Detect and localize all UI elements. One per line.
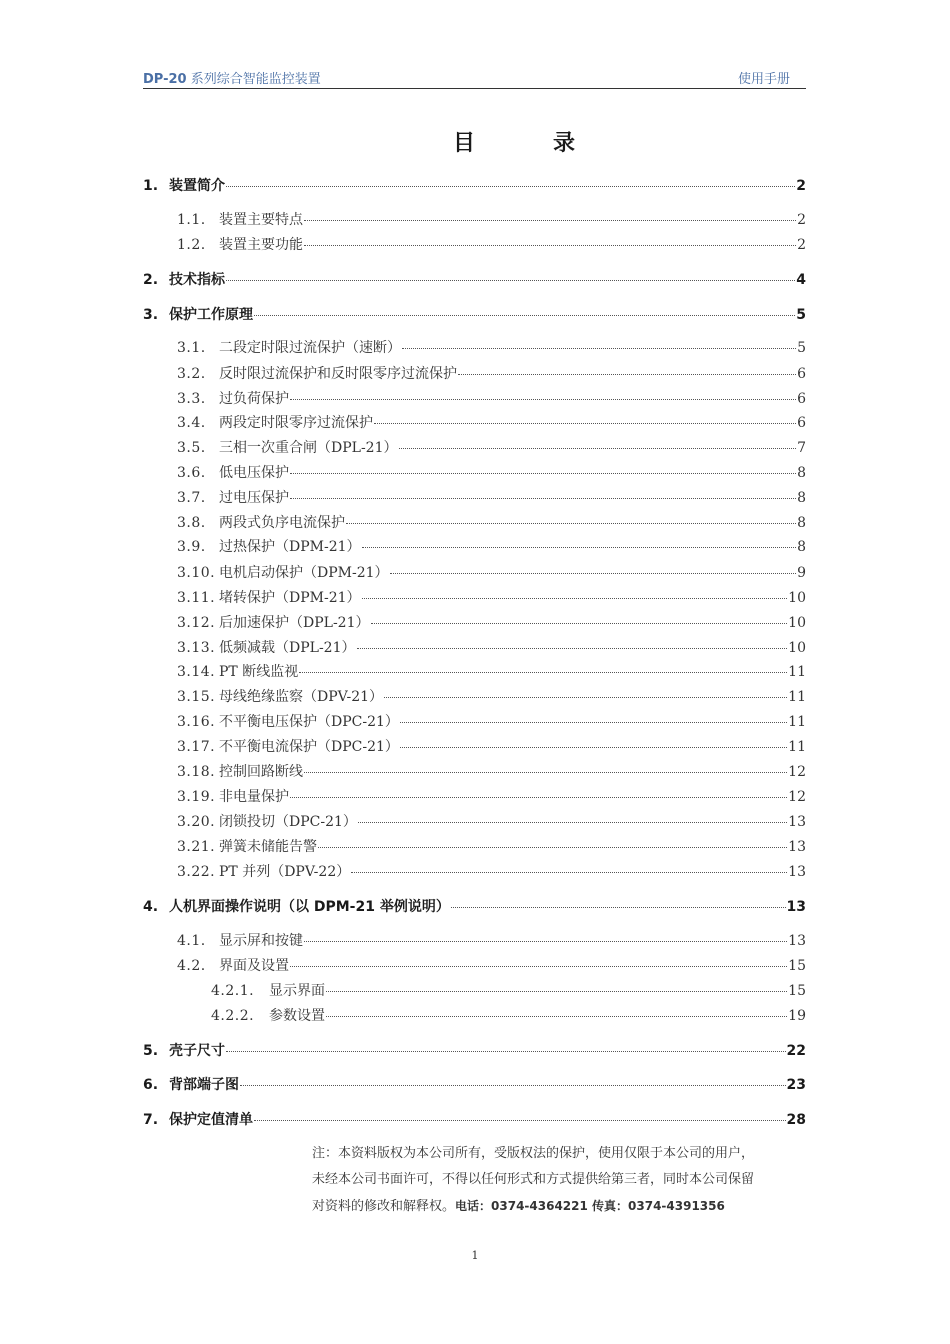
toc-entry-title: 母线绝缘监察（DPV-21）: [219, 689, 384, 705]
toc-dot-leader: [290, 473, 796, 474]
toc-entry-number: 3.9.: [177, 539, 206, 555]
toc-entry-page: 13: [788, 933, 806, 949]
toc-entry-number: 3.2.: [177, 366, 206, 382]
toc-entry-number: 3.: [143, 307, 159, 323]
page-header: [143, 66, 806, 89]
toc-entry-page: 12: [788, 789, 806, 805]
toc-entry-number: 6.: [143, 1077, 159, 1093]
page-number: 1: [471, 1249, 479, 1262]
copyright-note: [312, 1141, 812, 1220]
note-line: 未经本公司书面许可，不得以任何形式和方式提供给第三者，同时本公司保留: [312, 1172, 755, 1187]
toc-entry-number: 3.1.: [177, 340, 206, 356]
toc-entry-page: 6: [797, 366, 806, 382]
toc-entry-title: 非电量保护: [219, 789, 289, 805]
fax-number: 0374-4391356: [628, 1199, 725, 1213]
toc-entry-title: 装置主要特点: [219, 212, 303, 228]
toc-entry-page: 11: [788, 739, 806, 755]
toc-entry-number: 3.3.: [177, 391, 206, 407]
fax-label: 传真：: [592, 1199, 629, 1213]
toc-dot-leader: [374, 423, 796, 424]
toc-entry-title: 两段定时限零序过流保护: [219, 415, 373, 431]
toc-entry-title: 保护定值清单: [169, 1112, 253, 1128]
toc-entry-page: 8: [797, 515, 806, 531]
toc-entry[interactable]: [177, 587, 806, 607]
toc-dot-leader: [299, 672, 787, 673]
toc-dot-leader: [400, 722, 787, 723]
toc-entry-page: 10: [788, 640, 806, 656]
toc-entry-number: 3.13.: [177, 640, 216, 656]
toc-entry-number: 3.14.: [177, 664, 216, 680]
toc-entry-title: 装置简介: [169, 178, 225, 194]
toc-entry[interactable]: [143, 1109, 806, 1129]
toc-entry-number: 1.2.: [177, 237, 206, 253]
toc-entry-page: 10: [788, 590, 806, 606]
toc-dot-leader: [304, 245, 796, 246]
toc-entry-page: 11: [788, 664, 806, 680]
toc-entry-page: 23: [786, 1077, 806, 1093]
toc-dot-leader: [226, 280, 795, 281]
toc-dot-leader: [290, 399, 796, 400]
note-line-contact: 对资料的修改和解释权。电话：0374-4364221 传真：0374-4391356: [312, 1199, 725, 1214]
toc-entry[interactable]: [143, 896, 806, 916]
toc-entry[interactable]: [177, 836, 806, 856]
toc-entry-page: 6: [797, 415, 806, 431]
toc-entry-title: 技术指标: [169, 272, 225, 288]
page-title: 目录: [452, 131, 653, 156]
toc-entry-page: 2: [797, 212, 806, 228]
toc-entry-page: 11: [788, 714, 806, 730]
toc-dot-leader: [351, 872, 787, 873]
toc-entry[interactable]: [177, 562, 806, 582]
toc-entry[interactable]: [177, 955, 806, 975]
toc-dot-leader: [400, 747, 787, 748]
toc-entry-title: 过电压保护: [219, 490, 289, 506]
toc-entry-page: 13: [788, 839, 806, 855]
toc-entry-title: 控制回路断线: [219, 764, 303, 780]
toc-entry-page: 11: [788, 689, 806, 705]
toc-entry-page: 8: [797, 490, 806, 506]
toc-entry-number: 1.: [143, 178, 159, 194]
toc-entry[interactable]: [177, 363, 806, 383]
phone-number: 0374-4364221: [491, 1199, 588, 1213]
toc-entry-page: 6: [797, 391, 806, 407]
toc-entry-title: 过负荷保护: [219, 391, 289, 407]
toc-entry-page: 7: [797, 440, 806, 456]
toc-entry-number: 3.7.: [177, 490, 206, 506]
header-manual-label: 使用手册: [737, 72, 790, 87]
toc-entry-number: 3.19.: [177, 789, 216, 805]
toc-entry-title: 壳子尺寸: [169, 1043, 225, 1059]
toc-dot-leader: [326, 1016, 787, 1017]
toc-entry[interactable]: [177, 637, 806, 657]
toc-dot-leader: [226, 1051, 786, 1052]
toc-entry[interactable]: [177, 861, 806, 881]
toc-dot-leader: [304, 772, 787, 773]
toc-entry[interactable]: [177, 337, 806, 357]
toc-entry-title: 两段式负序电流保护: [219, 515, 345, 531]
toc-entry-title: 堵转保护（DPM-21）: [219, 590, 361, 606]
toc-entry-page: 28: [786, 1112, 806, 1128]
toc-entry-number: 3.4.: [177, 415, 206, 431]
toc-entry[interactable]: [177, 234, 806, 254]
toc-entry-page: 15: [788, 958, 806, 974]
toc-entry-title: 不平衡电流保护（DPC-21）: [219, 739, 399, 755]
toc-entry[interactable]: [177, 462, 806, 482]
toc-entry-page: 8: [797, 539, 806, 555]
toc-entry-page: 5: [796, 307, 806, 323]
toc-entry-title: 不平衡电压保护（DPC-21）: [219, 714, 399, 730]
toc-entry-page: 2: [796, 178, 806, 194]
toc-entry[interactable]: [143, 269, 806, 289]
toc-entry-title: 二段定时限过流保护（速断）: [219, 340, 401, 356]
toc-dot-leader: [254, 315, 795, 316]
toc-entry-number: 4.: [143, 899, 159, 915]
toc-entry[interactable]: [143, 175, 806, 195]
toc-entry-title: 低电压保护: [219, 465, 289, 481]
toc-entry[interactable]: [177, 786, 806, 806]
toc-entry-number: 3.10.: [177, 565, 216, 581]
toc-entry-number: 3.20.: [177, 814, 216, 830]
toc-entry-title: 保护工作原理: [169, 307, 253, 323]
toc-dot-leader: [399, 448, 797, 449]
toc-entry[interactable]: [143, 1074, 806, 1094]
toc-dot-leader: [357, 648, 788, 649]
toc-entry-title: 界面及设置: [219, 958, 289, 974]
toc-entry-title: 后加速保护（DPL-21）: [219, 615, 370, 631]
toc-entry[interactable]: [177, 811, 806, 831]
toc-entry-title: 背部端子图: [169, 1077, 239, 1093]
toc-entry-number: 3.11.: [177, 590, 216, 606]
toc-dot-leader: [362, 547, 797, 548]
toc-entry-number: 4.2.: [177, 958, 206, 974]
toc-dot-leader: [326, 991, 787, 992]
toc-entry[interactable]: [177, 487, 806, 507]
toc-entry[interactable]: [177, 412, 806, 432]
toc-dot-leader: [358, 822, 787, 823]
toc-entry-page: 15: [788, 983, 806, 999]
toc-entry[interactable]: [177, 437, 806, 457]
toc-entry-title: 电机启动保护（DPM-21）: [219, 565, 389, 581]
toc-entry[interactable]: [211, 980, 806, 1000]
toc-entry-number: 4.2.1.: [211, 983, 255, 999]
toc-dot-leader: [304, 941, 787, 942]
toc-dot-leader: [254, 1120, 786, 1121]
toc-entry-page: 5: [797, 340, 806, 356]
toc-entry-title: PT 并列（DPV-22）: [219, 864, 351, 880]
toc-dot-leader: [384, 697, 787, 698]
toc-dot-leader: [362, 598, 788, 599]
toc-entry-title: 显示屏和按键: [219, 933, 303, 949]
toc-entry[interactable]: [177, 930, 806, 950]
toc-entry[interactable]: [177, 512, 806, 532]
toc-entry-title: 装置主要功能: [219, 237, 303, 253]
toc-entry-page: 12: [788, 764, 806, 780]
toc-entry-page: 4: [796, 272, 806, 288]
toc-entry-number: 3.6.: [177, 465, 206, 481]
toc-entry-number: 3.22.: [177, 864, 216, 880]
toc-entry-page: 22: [786, 1043, 806, 1059]
toc-entry[interactable]: [177, 536, 806, 556]
toc-entry[interactable]: [177, 736, 806, 756]
toc-dot-leader: [451, 907, 786, 908]
toc-entry-number: 5.: [143, 1043, 159, 1059]
toc-entry-title: PT 断线监视: [219, 664, 299, 680]
toc-entry[interactable]: [143, 1040, 806, 1060]
toc-entry[interactable]: [177, 388, 806, 408]
toc-dot-leader: [226, 186, 795, 187]
toc-entry-number: 3.21.: [177, 839, 216, 855]
toc-entry-number: 3.5.: [177, 440, 206, 456]
toc-dot-leader: [290, 966, 787, 967]
toc-dot-leader: [458, 374, 796, 375]
toc-dot-leader: [318, 847, 787, 848]
toc-dot-leader: [390, 573, 797, 574]
phone-label: 电话：: [455, 1199, 492, 1213]
toc-entry-title: 人机界面操作说明（以 DPM-21 举例说明）: [169, 899, 450, 915]
toc-entry-page: 2: [797, 237, 806, 253]
toc-entry-title: 参数设置: [269, 1008, 325, 1024]
toc-entry[interactable]: [143, 304, 806, 324]
toc-entry-title: 显示界面: [269, 983, 325, 999]
toc-entry-title: 弹簧未储能告警: [219, 839, 317, 855]
toc-entry-title: 低频减载（DPL-21）: [219, 640, 356, 656]
toc-dot-leader: [371, 623, 788, 624]
note-line: 注：本资料版权为本公司所有，受版权法的保护，使用仅限于本公司的用户，: [312, 1146, 755, 1161]
toc-entry-title: 闭锁投切（DPC-21）: [219, 814, 357, 830]
toc-dot-leader: [304, 220, 796, 221]
header-series-name: 系列综合智能监控装置: [186, 72, 321, 87]
toc-entry-page: 13: [788, 864, 806, 880]
toc-entry[interactable]: [177, 686, 806, 706]
toc-entry-number: 3.12.: [177, 615, 216, 631]
toc-dot-leader: [290, 498, 796, 499]
toc-entry-title: 三相一次重合闸（DPL-21）: [219, 440, 398, 456]
toc-entry[interactable]: [177, 209, 806, 229]
toc-dot-leader: [402, 348, 796, 349]
toc-entry-number: 1.1.: [177, 212, 206, 228]
toc-entry[interactable]: [177, 661, 806, 681]
toc-entry-number: 2.: [143, 272, 159, 288]
toc-dot-leader: [290, 797, 787, 798]
toc-dot-leader: [346, 523, 796, 524]
toc-entry[interactable]: [177, 761, 806, 781]
toc-entry[interactable]: [211, 1005, 806, 1025]
toc-entry-number: 3.8.: [177, 515, 206, 531]
toc-entry[interactable]: [177, 711, 806, 731]
toc-entry-page: 13: [786, 899, 806, 915]
toc-entry-page: 9: [797, 565, 806, 581]
toc-entry-title: 过热保护（DPM-21）: [219, 539, 361, 555]
toc-entry-number: 3.18.: [177, 764, 216, 780]
toc-entry-number: 4.1.: [177, 933, 206, 949]
toc-entry-page: 13: [788, 814, 806, 830]
toc-entry-page: 8: [797, 465, 806, 481]
toc-entry-number: 3.17.: [177, 739, 216, 755]
toc-entry-title: 反时限过流保护和反时限零序过流保护: [219, 366, 457, 382]
toc-entry[interactable]: [177, 612, 806, 632]
toc-entry-number: 7.: [143, 1112, 159, 1128]
header-model: DP-20: [143, 72, 187, 87]
toc-entry-page: 10: [788, 615, 806, 631]
header-document-name: [143, 68, 321, 87]
toc-entry-number: 3.15.: [177, 689, 216, 705]
toc-dot-leader: [240, 1085, 786, 1086]
toc-entry-number: 4.2.2.: [211, 1008, 255, 1024]
toc-entry-number: 3.16.: [177, 714, 216, 730]
toc-entry-page: 19: [788, 1008, 806, 1024]
